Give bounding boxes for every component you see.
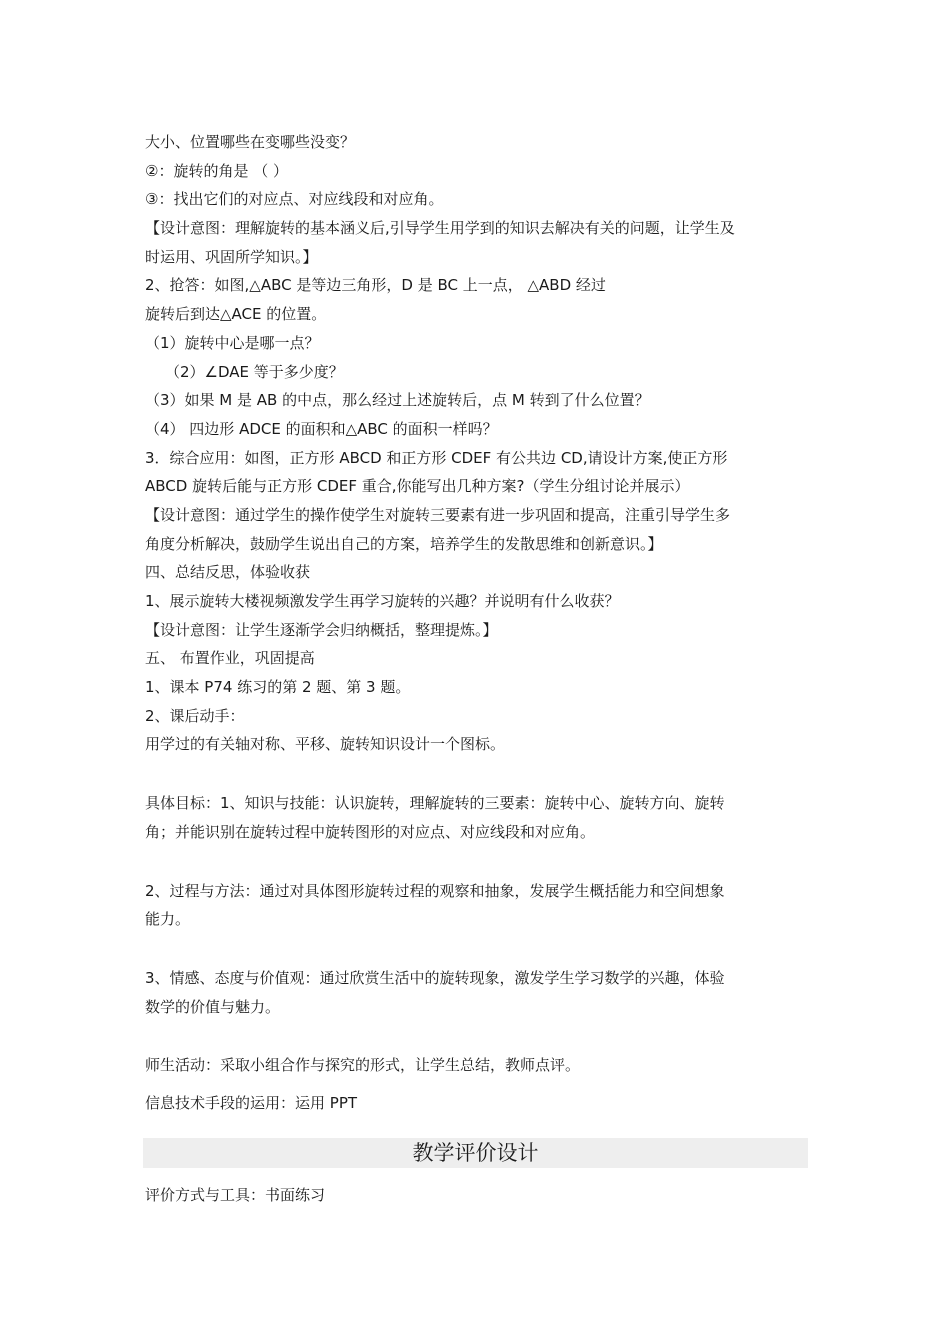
question-line: ABCD 旋转后能与正方形 CDEF 重合,你能写出几种方案?（学生分组讨论并展示） (145, 477, 690, 496)
design-intent-line: 【设计意图：让学生逐渐学会归纳概括，整理提炼。】 (145, 620, 498, 639)
evaluation-line: 评价方式与工具：书面练习 (145, 1186, 326, 1204)
objective-line: 数学的价值与魅力。 (145, 997, 281, 1016)
sub-question: （2）∠DAE 等于多少度？ (165, 362, 344, 381)
design-intent-line: 时运用、巩固所学知识。】 (145, 247, 318, 266)
objective-line: 2、过程与方法：通过对具体图形旋转过程的观察和抽象，发展学生概括能力和空间想象 (145, 881, 725, 900)
design-intent-line: 【设计意图：通过学生的操作使学生对旋转三要素有进一步巩固和提高，注重引导学生多 (145, 505, 731, 524)
sub-question: （4） 四边形 ADCE 的面积和△ABC 的面积一样吗？ (145, 419, 498, 438)
text-line: 1、展示旋转大楼视频激发学生再学习旋转的兴趣？并说明有什么收获？ (145, 592, 620, 610)
text-line: ②：旋转的角是 （ ） (145, 161, 288, 180)
document-body (145, 128, 810, 1118)
text-line: ③：找出它们的对应点、对应线段和对应角。 (145, 190, 444, 209)
sub-question: （3）如果 M 是 AB 的中点，那么经过上述旋转后，点 M 转到了什么位置？ (145, 391, 650, 410)
objective-line: 角；并能识别在旋转过程中旋转图形的对应点、对应线段和对应角。 (145, 822, 596, 841)
homework-line: 2、课后动手： (145, 706, 245, 725)
design-intent-line: 【设计意图：理解旋转的基本涵义后,引导学生用学到的知识去解决有关的问题，让学生及 (145, 219, 735, 238)
objective-line: 具体目标：1、知识与技能：认识旋转，理解旋转的三要素：旋转中心、旋转方向、旋转 (145, 794, 725, 813)
text-line: 大小、位置哪些在变哪些没变？ (145, 133, 356, 151)
sub-question: （1）旋转中心是哪一点？ (145, 333, 320, 352)
section-heading: 四、总结反思，体验收获 (145, 563, 311, 582)
section-heading: 五、 布置作业，巩固提高 (145, 649, 315, 668)
question-line: 2、抢答：如图,△ABC 是等边三角形，D 是 BC 上一点， △ABD 经过 (145, 276, 606, 295)
homework-line: 1、课本 P74 练习的第 2 题、第 3 题。 (145, 678, 411, 697)
activity-line: 师生活动：采取小组合作与探究的形式，让学生总结，教师点评。 (145, 1056, 581, 1075)
question-line: 3．综合应用：如图，正方形 ABCD 和正方形 CDEF 有公共边 CD,请设计方案,使正方形 (145, 448, 728, 467)
objective-line: 3、情感、态度与价值观：通过欣赏生活中的旋转现象，激发学生学习数学的兴趣，体验 (145, 968, 725, 987)
question-line: 旋转后到达△ACE 的位置。 (145, 305, 327, 324)
tech-line: 信息技术手段的运用：运用 PPT (145, 1093, 358, 1112)
objective-line: 能力。 (145, 910, 191, 929)
section-title-bar: 教学评价设计 (143, 1138, 808, 1168)
design-intent-line: 角度分析解决，鼓励学生说出自己的方案，培养学生的发散思维和创新意识。】 (145, 534, 663, 553)
homework-line: 用学过的有关轴对称、平移、旋转知识设计一个图标。 (145, 735, 506, 754)
